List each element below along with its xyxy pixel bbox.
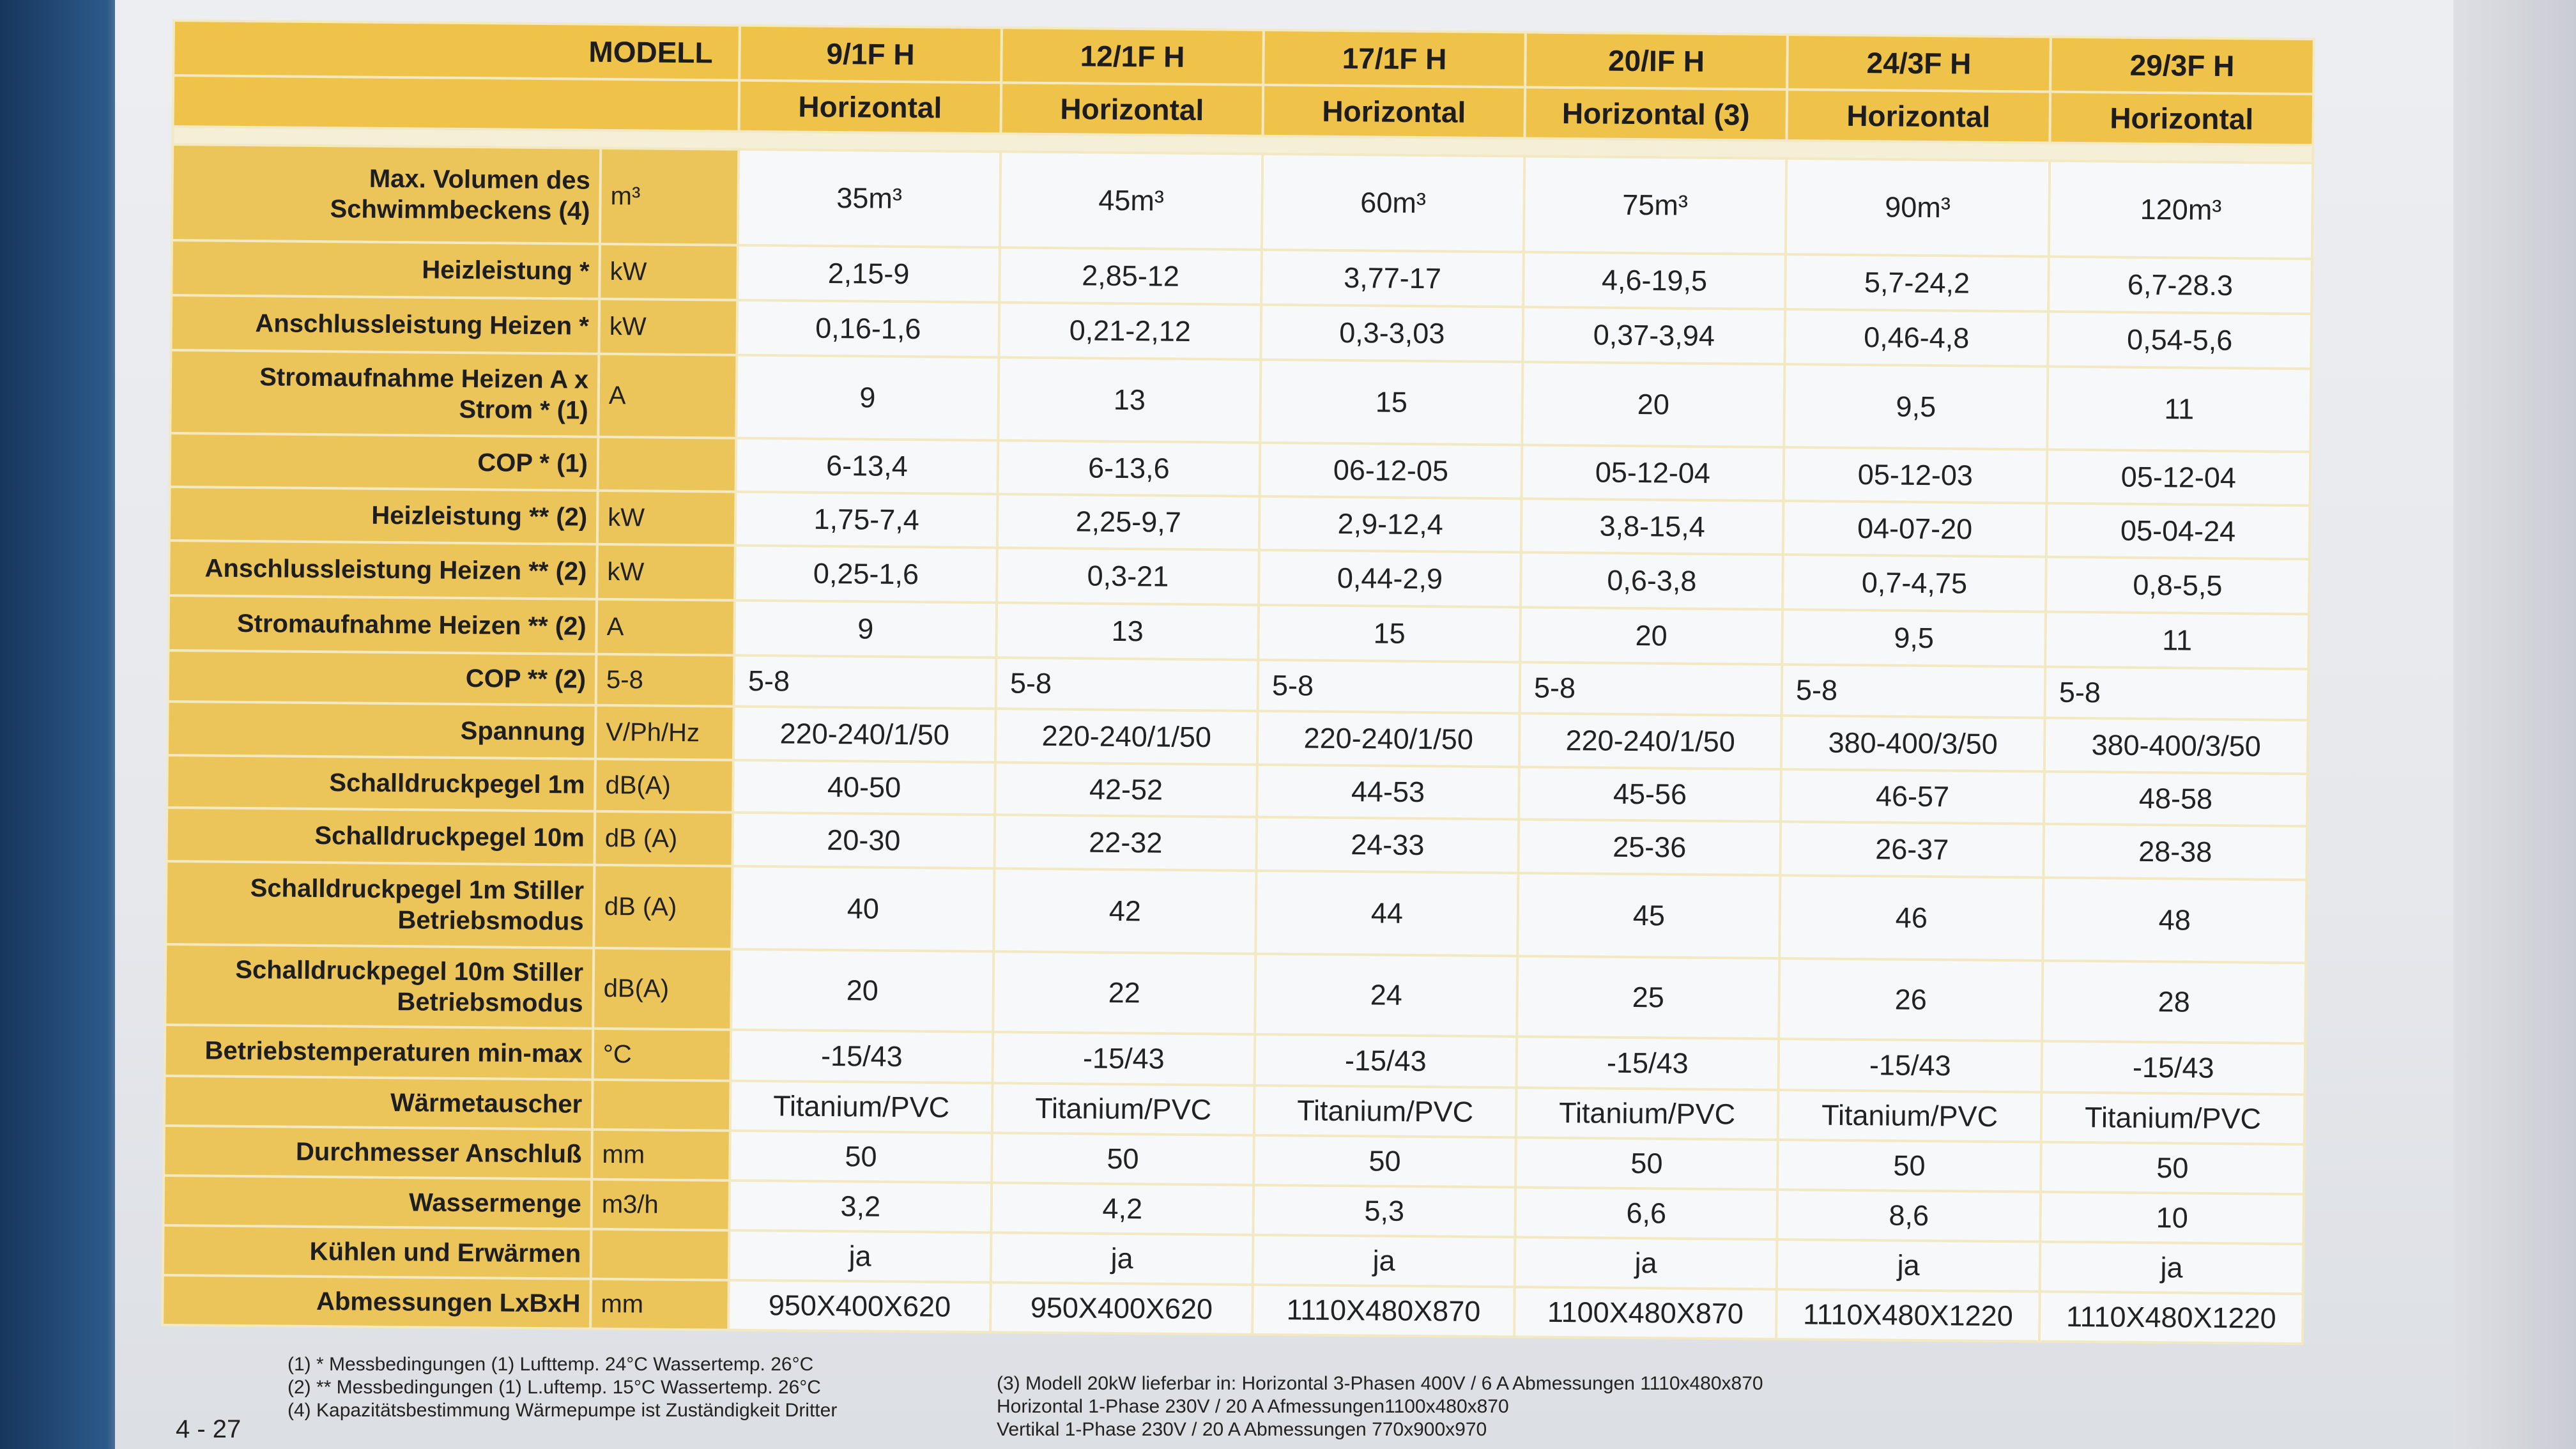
value-cell: 24 xyxy=(1255,954,1517,1037)
row-unit xyxy=(592,1080,731,1131)
row-unit xyxy=(591,1229,730,1280)
row-label: Stromaufnahme Heizen A x Strom * (1) xyxy=(170,350,599,437)
value-cell: 48-58 xyxy=(2044,772,2308,827)
value-cell: -15/43 xyxy=(1778,1039,2042,1092)
value-cell: 6-13,6 xyxy=(998,440,1261,496)
value-cell: 26-37 xyxy=(1780,822,2044,878)
value-cell: 50 xyxy=(2041,1142,2304,1195)
value-cell: 22-32 xyxy=(994,815,1257,871)
row-label: Anschlussleistung Heizen ** (2) xyxy=(169,540,597,599)
value-cell: 06-12-05 xyxy=(1260,443,1522,499)
row-label: Schalldruckpegel 10m Stiller Betriebsmodus xyxy=(165,944,594,1029)
value-cell: -15/43 xyxy=(1255,1034,1517,1088)
value-cell: 1110X480X870 xyxy=(1252,1285,1515,1337)
row-label: Stromaufnahme Heizen ** (2) xyxy=(168,595,597,654)
value-cell: 2,85-12 xyxy=(999,247,1262,305)
model-name: 9/1F H xyxy=(739,26,1002,83)
value-cell: -15/43 xyxy=(1517,1036,1779,1090)
value-cell: 0,37-3,94 xyxy=(1522,307,1785,364)
row-unit: A xyxy=(596,599,735,656)
value-cell: 42-52 xyxy=(995,762,1257,817)
row-label: Schalldruckpegel 1m Stiller Betriebsmodus xyxy=(165,861,594,948)
value-cell: Titanium/PVC xyxy=(730,1081,993,1133)
value-cell: 4,2 xyxy=(991,1183,1254,1235)
model-orientation: Horizontal xyxy=(1001,82,1264,136)
value-cell: 6-13,4 xyxy=(736,438,999,494)
value-cell: 22 xyxy=(993,951,1255,1034)
value-cell: 0,3-21 xyxy=(997,548,1259,605)
value-cell: 3,2 xyxy=(730,1181,992,1233)
value-cell: 950X400X620 xyxy=(990,1282,1253,1335)
model-name: 29/3F H xyxy=(2050,37,2314,95)
value-cell: 0,7-4,75 xyxy=(1782,555,2046,612)
value-cell: 0,16-1,6 xyxy=(737,300,999,358)
value-cell: 11 xyxy=(2047,367,2311,452)
value-cell: 220-240/1/50 xyxy=(1519,713,1782,769)
value-cell: 25-36 xyxy=(1518,819,1781,875)
value-cell: 6,6 xyxy=(1515,1187,1777,1239)
value-cell: 45m³ xyxy=(1000,151,1262,250)
value-cell: 0,25-1,6 xyxy=(735,546,997,603)
value-cell: 0,21-2,12 xyxy=(999,302,1261,360)
value-cell: 5-8 xyxy=(996,657,1259,711)
footnote: (4) Kapazitätsbestimmung Wärmepumpe ist Zuständigkeit Dritter xyxy=(288,1400,838,1421)
value-cell: 20 xyxy=(1522,362,1784,447)
value-cell: 3,77-17 xyxy=(1261,250,1524,307)
value-cell: Titanium/PVC xyxy=(1254,1085,1517,1138)
value-cell: 380-400/3/50 xyxy=(2044,718,2308,774)
value-cell: 35m³ xyxy=(738,150,1000,248)
value-cell: 04-07-20 xyxy=(1783,501,2047,557)
value-cell: 1110X480X1220 xyxy=(2039,1292,2303,1344)
value-cell: ja xyxy=(1515,1237,1777,1289)
value-cell: 46-57 xyxy=(1781,769,2044,824)
footnote: Vertikal 1-Phase 230V / 20 A Abmessungen 770x900x970 xyxy=(997,1419,1487,1440)
row-label: Schalldruckpegel 10m xyxy=(166,808,595,865)
value-cell: 11 xyxy=(2045,612,2309,670)
value-cell: 380-400/3/50 xyxy=(1781,716,2045,772)
value-cell: ja xyxy=(2040,1242,2304,1294)
value-cell: 25 xyxy=(1517,956,1779,1039)
value-cell: 45 xyxy=(1517,873,1780,958)
value-cell: 0,3-3,03 xyxy=(1261,305,1523,362)
value-cell: 3,8-15,4 xyxy=(1521,498,1784,555)
value-cell: 220-240/1/50 xyxy=(1257,711,1520,767)
value-cell: 05-12-04 xyxy=(1522,445,1784,501)
value-cell: 60m³ xyxy=(1262,154,1524,252)
value-cell: 26 xyxy=(1779,958,2043,1041)
value-cell: 40-50 xyxy=(733,760,995,815)
row-unit: °C xyxy=(593,1029,732,1081)
model-orientation: Horizontal (3) xyxy=(1524,87,1787,141)
value-cell: ja xyxy=(1777,1239,2041,1292)
row-unit: kW xyxy=(599,244,738,300)
value-cell: 9 xyxy=(736,355,999,441)
header-spacer xyxy=(173,75,740,132)
row-unit xyxy=(598,437,737,492)
row-label: Abmessungen LxBxH xyxy=(162,1275,591,1329)
value-cell: -15/43 xyxy=(2041,1041,2305,1095)
footnotes-right xyxy=(997,1372,1763,1441)
value-cell: ja xyxy=(729,1230,992,1283)
model-name: 24/3F H xyxy=(1787,34,2051,92)
value-cell: 120m³ xyxy=(2049,161,2313,259)
row-unit: dB(A) xyxy=(593,948,732,1030)
row-unit: dB (A) xyxy=(594,811,733,866)
value-cell: 40 xyxy=(732,866,994,952)
value-cell: 1100X480X870 xyxy=(1514,1287,1777,1339)
row-unit: A xyxy=(598,354,737,438)
value-cell: 4,6-19,5 xyxy=(1523,252,1786,309)
row-label: COP * (1) xyxy=(170,433,599,491)
row-label: Spannung xyxy=(167,702,596,759)
model-name: 20/IF H xyxy=(1525,32,1788,89)
row-label: Max. Volumen des Schwimmbeckens (4) xyxy=(172,144,601,244)
value-cell: 10 xyxy=(2040,1192,2304,1245)
page-number: 4 - 27 xyxy=(176,1415,241,1443)
value-cell: 1,75-7,4 xyxy=(735,492,998,548)
row-label: Wassermenge xyxy=(164,1176,592,1229)
value-cell: 6,7-28.3 xyxy=(2048,257,2312,314)
value-cell: Titanium/PVC xyxy=(1516,1087,1779,1140)
row-unit: V/Ph/Hz xyxy=(595,705,734,760)
row-label: COP ** (2) xyxy=(168,650,597,705)
value-cell: -15/43 xyxy=(993,1032,1255,1085)
value-cell: 0,8-5,5 xyxy=(2046,557,2310,615)
spec-row xyxy=(172,144,2313,259)
value-cell: 220-240/1/50 xyxy=(995,709,1258,765)
value-cell: 0,46-4,8 xyxy=(1784,309,2048,367)
value-cell: 24-33 xyxy=(1256,817,1519,873)
footnote: (3) Modell 20kW lieferbar in: Horizontal 3-Phasen 400V / 6 A Abmessungen 1110x480x870 xyxy=(997,1373,1763,1394)
value-cell: 50 xyxy=(1515,1137,1778,1190)
spec-table xyxy=(161,19,2315,1345)
spec-table-body xyxy=(162,20,2314,1344)
value-cell: 5-8 xyxy=(734,656,997,709)
value-cell: 13 xyxy=(996,602,1259,660)
value-cell: 15 xyxy=(1258,605,1521,663)
row-unit: dB(A) xyxy=(595,759,733,813)
value-cell: 5-8 xyxy=(1520,662,1782,716)
value-cell: -15/43 xyxy=(731,1030,993,1084)
value-cell: 2,15-9 xyxy=(737,245,1000,303)
value-cell: Titanium/PVC xyxy=(992,1083,1255,1135)
row-label: Betriebstemperaturen min-max xyxy=(165,1025,594,1080)
row-unit: m³ xyxy=(600,148,739,245)
row-unit: kW xyxy=(597,491,736,546)
row-unit: dB (A) xyxy=(594,865,732,949)
value-cell: 5-8 xyxy=(1782,664,2046,718)
value-cell: 20-30 xyxy=(732,813,995,869)
value-cell: 0,6-3,8 xyxy=(1521,552,1783,610)
document-page xyxy=(115,0,2453,1449)
value-cell: 5,3 xyxy=(1253,1185,1515,1238)
footnotes-left xyxy=(288,1353,837,1422)
model-orientation: Horizontal xyxy=(1786,89,2050,143)
value-cell: 05-12-04 xyxy=(2047,450,2311,506)
value-cell: 5-8 xyxy=(1258,660,1521,714)
row-unit: kW xyxy=(599,299,737,355)
value-cell: 48 xyxy=(2043,878,2306,963)
value-cell: 220-240/1/50 xyxy=(733,707,996,763)
value-cell: Titanium/PVC xyxy=(1778,1090,2042,1142)
value-cell: 20 xyxy=(731,949,993,1032)
model-name: 17/1F H xyxy=(1263,30,1526,88)
value-cell: 13 xyxy=(998,357,1261,443)
value-cell: 5,7-24,2 xyxy=(1785,254,2049,312)
value-cell: 05-04-24 xyxy=(2046,503,2310,560)
value-cell: 45-56 xyxy=(1519,767,1781,822)
value-cell: 46 xyxy=(1779,875,2043,961)
value-cell: 950X400X620 xyxy=(728,1280,991,1333)
row-label: Wärmetauscher xyxy=(164,1076,593,1130)
value-cell: 0,44-2,9 xyxy=(1259,550,1521,608)
footnote: (2) ** Messbedingungen (1) L.uftemp. 15°C Wassertemp. 26°C xyxy=(288,1377,821,1398)
model-orientation: Horizontal xyxy=(1262,85,1525,139)
value-cell: ja xyxy=(1253,1235,1515,1287)
model-name: 12/1F H xyxy=(1001,27,1264,85)
row-label: Durchmesser Anschluß xyxy=(164,1126,592,1179)
value-cell: 05-12-03 xyxy=(1784,447,2048,503)
footnote: Horizontal 1-Phase 230V / 20 A Afmessungen1100x480x870 xyxy=(997,1396,1509,1417)
model-orientation: Horizontal xyxy=(2050,92,2313,146)
value-cell: 20 xyxy=(1520,607,1782,664)
model-orientation: Horizontal xyxy=(739,80,1002,134)
row-label: Schalldruckpegel 1m xyxy=(167,755,595,811)
value-cell: 44-53 xyxy=(1257,765,1519,820)
footnote: (1) * Messbedingungen (1) Lufttemp. 24°C Wassertemp. 26°C xyxy=(288,1354,814,1375)
value-cell: 50 xyxy=(1254,1135,1516,1188)
value-cell: 0,54-5,6 xyxy=(2048,312,2312,369)
row-unit: kW xyxy=(597,544,735,601)
value-cell: 1110X480X1220 xyxy=(1776,1289,2040,1342)
value-cell: 9,5 xyxy=(1782,610,2046,667)
row-label: Kühlen und Erwärmen xyxy=(163,1225,592,1279)
value-cell: 28-38 xyxy=(2043,824,2307,880)
row-unit: 5-8 xyxy=(596,654,735,707)
value-cell: 44 xyxy=(1255,871,1518,956)
value-cell: 9,5 xyxy=(1784,364,2048,450)
row-unit: mm xyxy=(592,1130,730,1181)
row-label: Anschlussleistung Heizen * xyxy=(171,295,599,354)
spec-sheet xyxy=(161,19,2434,1355)
value-cell: 5-8 xyxy=(2045,667,2309,721)
model-label: MODELL xyxy=(173,20,740,80)
value-cell: 50 xyxy=(1777,1140,2041,1192)
value-cell: 9 xyxy=(734,601,997,658)
row-unit: mm xyxy=(590,1279,729,1330)
value-cell: 90m³ xyxy=(1786,158,2050,257)
value-cell: Titanium/PVC xyxy=(2041,1092,2305,1145)
value-cell: 2,25-9,7 xyxy=(997,494,1260,550)
value-cell: 28 xyxy=(2042,961,2306,1044)
value-cell: 2,9-12,4 xyxy=(1259,496,1522,553)
value-cell: 50 xyxy=(992,1133,1254,1185)
value-cell: 75m³ xyxy=(1524,156,1786,254)
row-label: Heizleistung ** (2) xyxy=(169,487,598,544)
value-cell: 50 xyxy=(730,1131,992,1183)
value-cell: 8,6 xyxy=(1777,1190,2041,1242)
value-cell: 42 xyxy=(993,868,1256,954)
value-cell: 15 xyxy=(1260,360,1522,445)
row-unit: m3/h xyxy=(591,1179,730,1230)
value-cell: ja xyxy=(991,1232,1254,1285)
row-label: Heizleistung * xyxy=(171,240,600,299)
